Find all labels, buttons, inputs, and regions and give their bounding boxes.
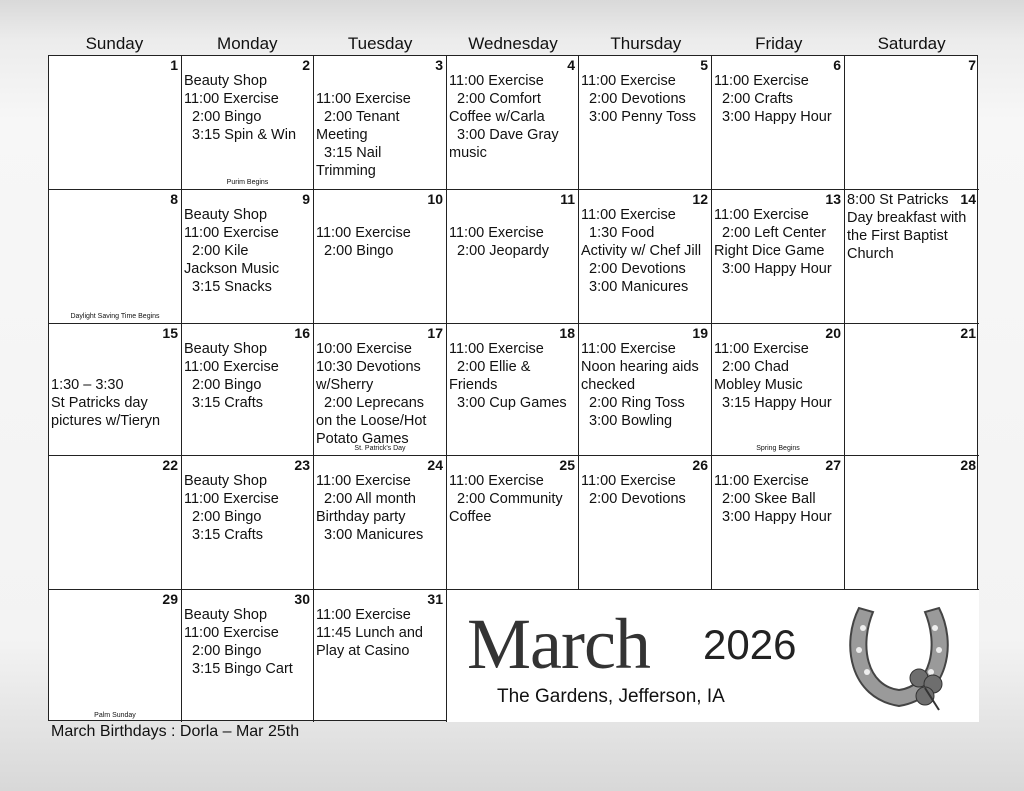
facility-subtitle: The Gardens, Jefferson, IA [497,686,725,707]
day-events: 11:00 Exercise 2:00 Comfort Coffee w/Carla 3:00 Dave Gray music [449,73,559,161]
day-events: Beauty Shop 11:00 Exercise 2:00 Bingo 3:15 Spin & Win [184,73,297,143]
day-cell [49,56,182,190]
day-cell [49,590,182,722]
day-number: 1 [170,57,178,73]
day-number: 17 [427,325,443,341]
weekday-thursday: Thursday [610,34,682,53]
day-cell [845,324,979,456]
weekday-tuesday: Tuesday [347,34,413,53]
day-note: Spring Begins [756,445,800,452]
day-events: 10:00 Exercise 10:30 Devotions w/Sherry 2:00 Leprecans on the Loose/Hot Potato Games [316,341,427,447]
day-events: 11:00 Exercise 2:00 Bingo [316,225,411,259]
day-events: Beauty Shop 11:00 Exercise 2:00 Bingo 3:15 Crafts [184,473,279,543]
day-events: 11:00 Exercise 1:30 Food Activity w/ Chef Jill 2:00 Devotions 3:00 Manicures [581,207,702,295]
day-number: 12 [692,191,708,207]
day-events: 11:00 Exercise 2:00 All month Birthday party 3:00 Manicures [316,473,424,543]
day-number: 26 [692,457,708,473]
horseshoe-shamrock-icon [839,598,959,718]
day-note: Purim Begins [226,179,269,186]
year-title: 2026 [703,621,797,668]
weekday-sunday: Sunday [85,34,144,53]
day-number: 7 [968,57,976,73]
weekday-header [48,33,978,55]
day-cell [314,324,447,456]
day-number: 2 [302,57,310,73]
weekday-monday: Monday [217,34,278,53]
weekday-saturday: Saturday [877,34,946,53]
day-events: Beauty Shop 11:00 Exercise 2:00 Kile Jackson Music 3:15 Snacks [184,207,280,295]
day-events: 1:30 – 3:30 St Patricks day pictures w/Tieryn [51,377,161,429]
day-cell [845,190,979,324]
day-note: St. Patrick's Day [354,445,406,452]
day-cell [49,456,182,590]
day-events: 11:00 Exercise 2:00 Devotions 3:00 Penny Toss [581,73,697,125]
day-number: 29 [162,591,178,607]
day-cell [314,590,447,722]
day-cell [579,56,712,190]
day-cell [712,456,845,590]
day-number: 25 [559,457,575,473]
day-number: 13 [825,191,841,207]
day-number: 28 [960,457,976,473]
day-cell [845,56,979,190]
day-number: 16 [294,325,310,341]
day-number: 5 [700,57,708,73]
day-number: 24 [427,457,443,473]
day-cell [712,190,845,324]
day-events: 11:00 Exercise 2:00 Devotions [581,473,686,507]
day-cell [447,56,579,190]
day-cell [712,56,845,190]
day-number: 14 [960,191,976,207]
day-cell [182,56,314,190]
day-number: 20 [825,325,841,341]
day-number: 9 [302,191,310,207]
day-events: 11:00 Exercise 2:00 Skee Ball 3:00 Happy Hour [714,473,832,525]
day-events: Beauty Shop 11:00 Exercise 2:00 Bingo 3:15 Crafts [184,341,279,411]
day-events: 11:00 Exercise 11:45 Lunch and Play at Casino [316,607,423,659]
day-cell [579,190,712,324]
day-number: 3 [435,57,443,73]
day-cell [579,324,712,456]
day-number: 18 [559,325,575,341]
day-cell [49,190,182,324]
day-number: 6 [833,57,841,73]
day-cell [447,456,579,590]
day-events: Beauty Shop 11:00 Exercise 2:00 Bingo 3:15 Bingo Cart [184,607,293,677]
day-cell [182,324,314,456]
day-number: 11 [560,191,575,207]
day-cell [314,190,447,324]
day-note: Palm Sunday [94,712,136,719]
day-events: 8:00 St Patricks Day breakfast with the First Baptist Church [847,192,967,262]
day-cell [49,324,182,456]
day-number: 21 [960,325,976,341]
month-title-panel [447,590,979,722]
day-number: 22 [162,457,178,473]
day-cell [314,456,447,590]
day-cell [447,324,579,456]
birthdays-line: March Birthdays : Dorla – Mar 25th [51,723,300,740]
day-number: 15 [162,325,178,341]
day-note: Daylight Saving Time Begins [70,313,160,320]
day-number: 8 [170,191,178,207]
day-number: 31 [427,591,443,607]
weekday-friday: Friday [755,34,803,53]
day-number: 30 [294,591,310,607]
day-cell [182,590,314,722]
day-cell [182,190,314,324]
day-events: 11:00 Exercise 2:00 Community Coffee [449,473,563,525]
day-events: 11:00 Exercise 2:00 Jeopardy [449,225,549,259]
day-cell [182,456,314,590]
day-events: 11:00 Exercise Noon hearing aids checked 2:00 Ring Toss 3:00 Bowling [581,341,699,429]
day-number: 4 [567,57,575,73]
day-events: 11:00 Exercise 2:00 Left Center Right Dice Game 3:00 Happy Hour [714,207,832,277]
day-number: 23 [294,457,310,473]
day-number: 10 [427,191,443,207]
month-title: March [467,604,650,684]
day-cell [579,456,712,590]
day-events: 11:00 Exercise 2:00 Tenant Meeting 3:15 Nail Trimming [316,91,411,179]
calendar-grid [48,55,978,721]
weekday-wednesday: Wednesday [468,34,558,53]
day-events: 11:00 Exercise 2:00 Chad Mobley Music 3:15 Happy Hour [714,341,832,411]
day-number: 27 [825,457,841,473]
day-cell [447,190,579,324]
day-cell [712,324,845,456]
day-events: 11:00 Exercise 2:00 Ellie & Friends 3:00 Cup Games [449,341,567,411]
day-cell [845,456,979,590]
day-number: 19 [692,325,708,341]
day-cell [314,56,447,190]
day-events: 11:00 Exercise 2:00 Crafts 3:00 Happy Hour [714,73,832,125]
